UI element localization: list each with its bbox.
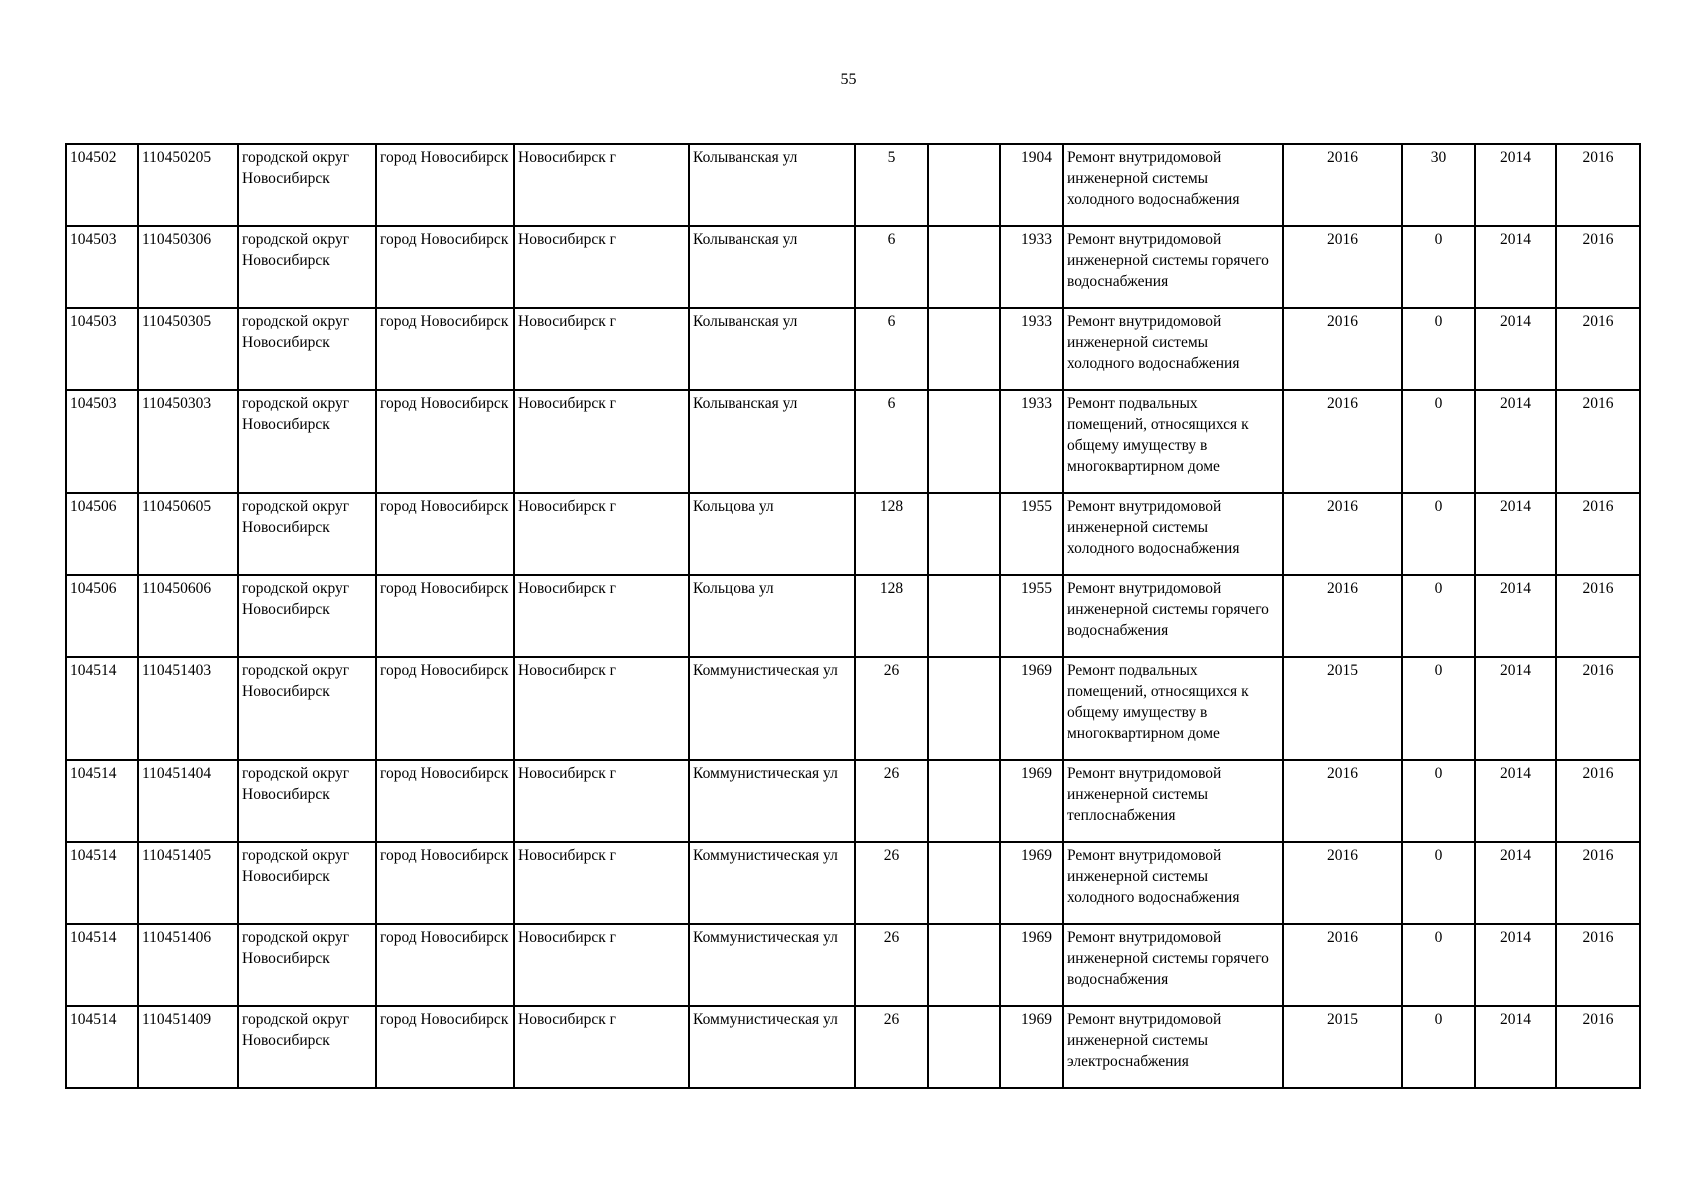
municipality-cell: городской округ Новосибирск xyxy=(238,842,376,924)
house-id-cell: 104514 xyxy=(66,760,138,842)
period-start-cell: 2014 xyxy=(1475,760,1556,842)
settlement-cell: город Новосибирск xyxy=(376,657,514,760)
settlement-cell: город Новосибирск xyxy=(376,924,514,1006)
street-cell: Колыванская ул xyxy=(689,390,855,493)
house-id-cell: 104503 xyxy=(66,308,138,390)
house-number-cell: 6 xyxy=(855,226,928,308)
building-cell xyxy=(928,842,1000,924)
building-cell xyxy=(928,575,1000,657)
work-year-cell: 2016 xyxy=(1283,226,1402,308)
work-year-cell: 2016 xyxy=(1283,760,1402,842)
municipality-cell: городской округ Новосибирск xyxy=(238,575,376,657)
repair-program-table xyxy=(65,143,1641,1089)
period-start-cell: 2014 xyxy=(1475,493,1556,575)
house-number-cell: 26 xyxy=(855,924,928,1006)
city-cell: Новосибирск г xyxy=(514,493,689,575)
record-id-cell: 110451405 xyxy=(138,842,238,924)
page-number: 55 xyxy=(840,71,857,88)
work-type-cell: Ремонт внутридомовой инженерной системы холодного водоснабжения xyxy=(1063,493,1283,575)
work-type-cell: Ремонт подвальных помещений, относящихся к общему имуществу в многоквартирном доме xyxy=(1063,390,1283,493)
settlement-cell: город Новосибирск xyxy=(376,1006,514,1088)
record-id-cell: 110450306 xyxy=(138,226,238,308)
construction-year-cell: 1969 xyxy=(1000,1006,1063,1088)
wear-percent-cell: 0 xyxy=(1402,1006,1475,1088)
settlement-cell: город Новосибирск xyxy=(376,575,514,657)
building-cell xyxy=(928,1006,1000,1088)
table-row xyxy=(66,308,1640,390)
table-row xyxy=(66,1006,1640,1088)
city-cell: Новосибирск г xyxy=(514,924,689,1006)
wear-percent-cell: 0 xyxy=(1402,390,1475,493)
wear-percent-cell: 0 xyxy=(1402,493,1475,575)
table-row xyxy=(66,924,1640,1006)
wear-percent-cell: 0 xyxy=(1402,657,1475,760)
municipality-cell: городской округ Новосибирск xyxy=(238,493,376,575)
house-number-cell: 6 xyxy=(855,390,928,493)
wear-percent-cell: 0 xyxy=(1402,842,1475,924)
work-year-cell: 2016 xyxy=(1283,842,1402,924)
settlement-cell: город Новосибирск xyxy=(376,842,514,924)
period-end-cell: 2016 xyxy=(1556,924,1640,1006)
wear-percent-cell: 0 xyxy=(1402,226,1475,308)
work-type-cell: Ремонт внутридомовой инженерной системы холодного водоснабжения xyxy=(1063,308,1283,390)
period-end-cell: 2016 xyxy=(1556,657,1640,760)
table-row xyxy=(66,760,1640,842)
record-id-cell: 110450303 xyxy=(138,390,238,493)
house-number-cell: 5 xyxy=(855,144,928,226)
building-cell xyxy=(928,144,1000,226)
wear-percent-cell: 0 xyxy=(1402,924,1475,1006)
street-cell: Колыванская ул xyxy=(689,226,855,308)
construction-year-cell: 1969 xyxy=(1000,657,1063,760)
period-end-cell: 2016 xyxy=(1556,390,1640,493)
house-id-cell: 104514 xyxy=(66,842,138,924)
construction-year-cell: 1933 xyxy=(1000,390,1063,493)
period-end-cell: 2016 xyxy=(1556,308,1640,390)
municipality-cell: городской округ Новосибирск xyxy=(238,308,376,390)
work-type-cell: Ремонт подвальных помещений, относящихся к общему имуществу в многоквартирном доме xyxy=(1063,657,1283,760)
period-end-cell: 2016 xyxy=(1556,1006,1640,1088)
work-year-cell: 2016 xyxy=(1283,390,1402,493)
building-cell xyxy=(928,493,1000,575)
period-start-cell: 2014 xyxy=(1475,226,1556,308)
building-cell xyxy=(928,308,1000,390)
city-cell: Новосибирск г xyxy=(514,308,689,390)
street-cell: Кольцова ул xyxy=(689,575,855,657)
construction-year-cell: 1933 xyxy=(1000,226,1063,308)
street-cell: Коммунистическая ул xyxy=(689,657,855,760)
table-row xyxy=(66,842,1640,924)
building-cell xyxy=(928,760,1000,842)
period-end-cell: 2016 xyxy=(1556,575,1640,657)
table-row xyxy=(66,390,1640,493)
wear-percent-cell: 0 xyxy=(1402,760,1475,842)
period-start-cell: 2014 xyxy=(1475,924,1556,1006)
table-row xyxy=(66,657,1640,760)
table-row xyxy=(66,493,1640,575)
construction-year-cell: 1969 xyxy=(1000,760,1063,842)
period-end-cell: 2016 xyxy=(1556,842,1640,924)
work-type-cell: Ремонт внутридомовой инженерной системы холодного водоснабжения xyxy=(1063,842,1283,924)
building-cell xyxy=(928,657,1000,760)
building-cell xyxy=(928,390,1000,493)
work-type-cell: Ремонт внутридомовой инженерной системы теплоснабжения xyxy=(1063,760,1283,842)
construction-year-cell: 1904 xyxy=(1000,144,1063,226)
municipality-cell: городской округ Новосибирск xyxy=(238,226,376,308)
municipality-cell: городской округ Новосибирск xyxy=(238,924,376,1006)
house-number-cell: 6 xyxy=(855,308,928,390)
house-id-cell: 104506 xyxy=(66,575,138,657)
work-year-cell: 2016 xyxy=(1283,493,1402,575)
house-number-cell: 128 xyxy=(855,575,928,657)
house-number-cell: 26 xyxy=(855,1006,928,1088)
street-cell: Коммунистическая ул xyxy=(689,1006,855,1088)
house-id-cell: 104502 xyxy=(66,144,138,226)
city-cell: Новосибирск г xyxy=(514,226,689,308)
house-id-cell: 104514 xyxy=(66,657,138,760)
construction-year-cell: 1969 xyxy=(1000,842,1063,924)
street-cell: Коммунистическая ул xyxy=(689,760,855,842)
house-id-cell: 104514 xyxy=(66,924,138,1006)
period-start-cell: 2014 xyxy=(1475,308,1556,390)
city-cell: Новосибирск г xyxy=(514,144,689,226)
work-year-cell: 2016 xyxy=(1283,575,1402,657)
record-id-cell: 110451409 xyxy=(138,1006,238,1088)
construction-year-cell: 1955 xyxy=(1000,493,1063,575)
city-cell: Новосибирск г xyxy=(514,575,689,657)
work-year-cell: 2016 xyxy=(1283,308,1402,390)
period-end-cell: 2016 xyxy=(1556,760,1640,842)
period-start-cell: 2014 xyxy=(1475,657,1556,760)
house-number-cell: 26 xyxy=(855,842,928,924)
street-cell: Колыванская ул xyxy=(689,144,855,226)
table-row xyxy=(66,144,1640,226)
street-cell: Коммунистическая ул xyxy=(689,924,855,1006)
period-end-cell: 2016 xyxy=(1556,493,1640,575)
street-cell: Колыванская ул xyxy=(689,308,855,390)
period-start-cell: 2014 xyxy=(1475,144,1556,226)
city-cell: Новосибирск г xyxy=(514,842,689,924)
wear-percent-cell: 30 xyxy=(1402,144,1475,226)
municipality-cell: городской округ Новосибирск xyxy=(238,144,376,226)
record-id-cell: 110451404 xyxy=(138,760,238,842)
table-body xyxy=(66,144,1640,1088)
record-id-cell: 110450606 xyxy=(138,575,238,657)
building-cell xyxy=(928,226,1000,308)
record-id-cell: 110450605 xyxy=(138,493,238,575)
period-start-cell: 2014 xyxy=(1475,842,1556,924)
municipality-cell: городской округ Новосибирск xyxy=(238,1006,376,1088)
city-cell: Новосибирск г xyxy=(514,1006,689,1088)
house-number-cell: 26 xyxy=(855,657,928,760)
work-type-cell: Ремонт внутридомовой инженерной системы холодного водоснабжения xyxy=(1063,144,1283,226)
city-cell: Новосибирск г xyxy=(514,760,689,842)
period-end-cell: 2016 xyxy=(1556,226,1640,308)
settlement-cell: город Новосибирск xyxy=(376,308,514,390)
period-start-cell: 2014 xyxy=(1475,390,1556,493)
table-row xyxy=(66,575,1640,657)
municipality-cell: городской округ Новосибирск xyxy=(238,760,376,842)
record-id-cell: 110450305 xyxy=(138,308,238,390)
work-type-cell: Ремонт внутридомовой инженерной системы горячего водоснабжения xyxy=(1063,575,1283,657)
house-number-cell: 128 xyxy=(855,493,928,575)
municipality-cell: городской округ Новосибирск xyxy=(238,657,376,760)
construction-year-cell: 1955 xyxy=(1000,575,1063,657)
period-end-cell: 2016 xyxy=(1556,144,1640,226)
record-id-cell: 110451403 xyxy=(138,657,238,760)
work-year-cell: 2016 xyxy=(1283,924,1402,1006)
house-id-cell: 104514 xyxy=(66,1006,138,1088)
wear-percent-cell: 0 xyxy=(1402,575,1475,657)
construction-year-cell: 1933 xyxy=(1000,308,1063,390)
street-cell: Коммунистическая ул xyxy=(689,842,855,924)
work-year-cell: 2015 xyxy=(1283,1006,1402,1088)
settlement-cell: город Новосибирск xyxy=(376,390,514,493)
work-year-cell: 2015 xyxy=(1283,657,1402,760)
record-id-cell: 110450205 xyxy=(138,144,238,226)
house-id-cell: 104503 xyxy=(66,226,138,308)
city-cell: Новосибирск г xyxy=(514,390,689,493)
house-id-cell: 104503 xyxy=(66,390,138,493)
building-cell xyxy=(928,924,1000,1006)
settlement-cell: город Новосибирск xyxy=(376,226,514,308)
record-id-cell: 110451406 xyxy=(138,924,238,1006)
work-type-cell: Ремонт внутридомовой инженерной системы электроснабжения xyxy=(1063,1006,1283,1088)
settlement-cell: город Новосибирск xyxy=(376,760,514,842)
house-id-cell: 104506 xyxy=(66,493,138,575)
construction-year-cell: 1969 xyxy=(1000,924,1063,1006)
table-row xyxy=(66,226,1640,308)
period-start-cell: 2014 xyxy=(1475,1006,1556,1088)
settlement-cell: город Новосибирск xyxy=(376,493,514,575)
work-type-cell: Ремонт внутридомовой инженерной системы горячего водоснабжения xyxy=(1063,226,1283,308)
settlement-cell: город Новосибирск xyxy=(376,144,514,226)
house-number-cell: 26 xyxy=(855,760,928,842)
municipality-cell: городской округ Новосибирск xyxy=(238,390,376,493)
wear-percent-cell: 0 xyxy=(1402,308,1475,390)
period-start-cell: 2014 xyxy=(1475,575,1556,657)
city-cell: Новосибирск г xyxy=(514,657,689,760)
work-type-cell: Ремонт внутридомовой инженерной системы горячего водоснабжения xyxy=(1063,924,1283,1006)
street-cell: Кольцова ул xyxy=(689,493,855,575)
work-year-cell: 2016 xyxy=(1283,144,1402,226)
